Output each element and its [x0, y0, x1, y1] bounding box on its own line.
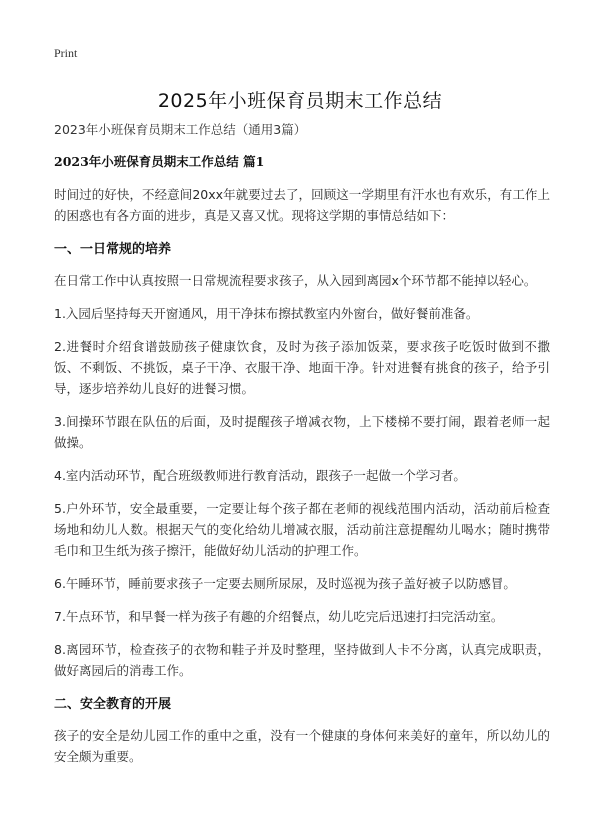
list-item: 4.室内活动环节，配合班级教师进行教育活动，跟孩子一起做一个学习者。: [54, 468, 466, 483]
list-item: 5.户外环节，安全最重要，一定要让每个孩子都在老师的视线范围内活动，活动前后检查场地和幼儿人数。根据天气的变化给幼儿增减衣服，活动前注意提醒幼儿喝水；随时携带毛巾和卫生纸为孩子擦汗，能做好幼儿活动的护理工作。: [54, 501, 550, 558]
list-item: 2.进餐时介绍食谱鼓励孩子健康饮食，及时为孩子添加饭菜，要求孩子吃饭时做到不撒饭、不剩饭、不挑饭，桌子干净、衣服干净、地面干净。针对进餐有挑食的孩子，给予引导，逐步培养幼儿良好的进餐习惯。: [54, 339, 550, 396]
list-item: 6.午睡环节，睡前要求孩子一定要去厕所尿尿，及时巡视为孩子盖好被子以防感冒。: [54, 576, 516, 591]
list-item: 1.入园后坚持每天开窗通风，用干净抹布擦拭教室内外窗台，做好餐前准备。: [54, 306, 479, 321]
section-heading-safety-education: 二、安全教育的开展: [54, 697, 172, 712]
page-title: 2025年小班保育员期末工作总结: [157, 90, 443, 112]
list-item: 8.离园环节，检查孩子的衣物和鞋子并及时整理，坚持做到人卡不分离，认真完成职责，做好离园后的消毒工作。: [54, 642, 550, 678]
print-link[interactable]: Print: [54, 46, 78, 60]
list-item: 3.间操环节跟在队伍的后面，及时提醒孩子增减衣物，上下楼梯不要打闹，跟着老师一起做操。: [54, 414, 550, 450]
section1-lead-paragraph: 在日常工作中认真按照一日常规流程要求孩子，从入园到离园x个环节都不能掉以轻心。: [54, 273, 537, 288]
subtitle: 2023年小班保育员期末工作总结（通用3篇）: [54, 122, 307, 137]
article-heading: 2023年小班保育员期末工作总结 篇1: [54, 154, 265, 169]
article-body: [54, 120, 550, 779]
list-item: 7.午点环节，和早餐一样为孩子有趣的介绍餐点，幼儿吃完后迅速打扫完活动室。: [54, 609, 504, 624]
section2-lead-paragraph: 孩子的安全是幼儿园工作的重中之重，没有一个健康的身体何来美好的童年，所以幼儿的安全颇为重要。: [54, 728, 550, 764]
section-heading-daily-routine: 一、一日常规的培养: [54, 242, 172, 257]
intro-paragraph: 时间过的好快，不经意间20xx年就要过去了，回顾这一学期里有汗水也有欢乐，有工作上的困惑也有各方面的进步，真是又喜又忧。现将这学期的事情总结如下：: [54, 187, 550, 223]
